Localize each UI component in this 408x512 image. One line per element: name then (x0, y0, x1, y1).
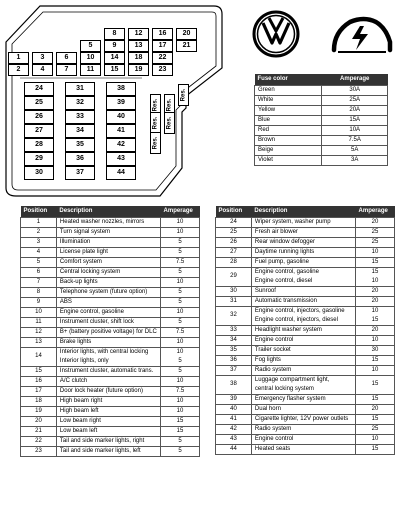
fuse-color-cell: White (255, 95, 322, 105)
amperage-cell: 5 (161, 366, 200, 376)
relay-label: Res. (166, 98, 173, 112)
table-row (216, 296, 395, 306)
position-cell: 40 (216, 404, 252, 414)
fuse-slot: 33 (65, 110, 95, 124)
table-row (21, 287, 200, 297)
fuse-table-left (20, 206, 200, 457)
position-cell: 22 (21, 436, 57, 446)
position-cell: 4 (21, 247, 57, 257)
position-cell: 17 (21, 386, 57, 396)
description-cell: License plate light (56, 247, 160, 257)
amperage-cell: 5 (161, 297, 200, 307)
table-row (216, 365, 395, 375)
table-row (21, 317, 200, 327)
description-cell: Engine control, injectors, gasoline Engine control, injectors, diesel (251, 306, 355, 325)
table-row (21, 327, 200, 337)
fuse-slot: 23 (152, 64, 173, 76)
amperage-cell: 10 (161, 406, 200, 416)
fuse-slot: 12 (128, 28, 149, 40)
table-row (216, 444, 395, 454)
relay-label: Res. (152, 98, 159, 112)
amperage-cell: 25A (322, 95, 388, 105)
fuse-slot: 3 (32, 52, 53, 64)
table-row (216, 424, 395, 434)
fuse-color-table (254, 74, 388, 166)
amperage-cell: 20 (356, 217, 395, 227)
description-cell: Daytime running lights (251, 247, 355, 257)
fuse-slot: 10 (80, 52, 101, 64)
amperage-cell: 5 (161, 436, 200, 446)
table-row (21, 396, 200, 406)
fuse-slot: 27 (24, 124, 54, 138)
table-row (216, 325, 395, 335)
description-cell: Automatic transmission (251, 296, 355, 306)
relay-slot (150, 132, 161, 154)
table-row (21, 267, 200, 277)
fuse-slot: 11 (80, 64, 101, 76)
fuse-color-cell: Blue (255, 115, 322, 125)
description-cell: A/C clutch (56, 376, 160, 386)
position-cell: 31 (216, 296, 252, 306)
description-cell: Low beam right (56, 416, 160, 426)
position-cell: 38 (216, 375, 252, 394)
table-row (21, 406, 200, 416)
description-cell: High beam right (56, 396, 160, 406)
position-cell: 13 (21, 337, 57, 347)
amperage-cell: 15 (161, 426, 200, 436)
table-row (21, 376, 200, 386)
fuse-table-right (215, 206, 395, 455)
relay-slot (150, 112, 161, 134)
table-row (21, 426, 200, 436)
table-row (255, 85, 388, 95)
fuse-slot: 20 (176, 28, 197, 40)
description-cell: Dual horn (251, 404, 355, 414)
table-row (255, 155, 388, 165)
amperage-cell: 10 (161, 337, 200, 347)
description-cell: Tail and side marker lights, right (56, 436, 160, 446)
amperage-cell: 20A (322, 105, 388, 115)
amperage-cell: 10 (356, 434, 395, 444)
fuse-color-cell: Beige (255, 145, 322, 155)
header-position: Position (21, 206, 57, 217)
description-cell: Engine control (251, 434, 355, 444)
amperage-cell: 7.5A (322, 135, 388, 145)
fuse-slot: 16 (152, 28, 173, 40)
fuse-box-diagram (0, 0, 230, 202)
amperage-cell: 5 (161, 446, 200, 456)
position-cell: 29 (216, 267, 252, 286)
fuse-slot: 40 (106, 110, 136, 124)
amperage-cell: 10 (356, 247, 395, 257)
fuse-slot: 17 (152, 40, 173, 52)
fuse-slot: 7 (56, 64, 77, 76)
description-cell: Emergency flasher system (251, 394, 355, 404)
description-cell: ABS (56, 297, 160, 307)
description-cell: Fuel pump, gasoline (251, 257, 355, 267)
table-row (21, 237, 200, 247)
fuse-slot: 31 (65, 82, 95, 96)
fuse-slot: 8 (104, 28, 125, 40)
position-cell: 28 (216, 257, 252, 267)
table-row (216, 414, 395, 424)
description-cell: Illumination (56, 237, 160, 247)
amperage-cell: 15 (356, 355, 395, 365)
fuse-slot: 32 (65, 96, 95, 110)
amperage-cell: 15 (356, 444, 395, 454)
fuse-slot: 43 (106, 152, 136, 166)
fuse-color-cell: Red (255, 125, 322, 135)
table-row (255, 115, 388, 125)
table-row (216, 306, 395, 325)
relay-slot (164, 112, 175, 134)
fuse-slot: 44 (106, 166, 136, 180)
amperage-cell: 25 (356, 237, 395, 247)
description-cell: Radio system (251, 424, 355, 434)
fuse-slot: 25 (24, 96, 54, 110)
position-cell: 11 (21, 317, 57, 327)
description-cell: Central locking system (56, 267, 160, 277)
description-cell: Engine control, gasoline Engine control, diesel (251, 267, 355, 286)
header-description: Description (251, 206, 355, 217)
amperage-cell: 20 (356, 286, 395, 296)
description-cell: Trailer socket (251, 345, 355, 355)
amperage-cell: 10A (322, 125, 388, 135)
amperage-cell: 15 (356, 394, 395, 404)
position-cell: 41 (216, 414, 252, 424)
description-cell: Instrument cluster, shift lock (56, 317, 160, 327)
amperage-cell: 15 (356, 414, 395, 424)
fuse-slot: 9 (104, 40, 125, 52)
header-description: Description (56, 206, 160, 217)
position-cell: 3 (21, 237, 57, 247)
position-cell: 44 (216, 444, 252, 454)
amperage-cell: 25 (356, 227, 395, 237)
amperage-cell: 5 (161, 267, 200, 277)
amperage-cell: 20 (356, 325, 395, 335)
relay-label: Res. (180, 88, 187, 102)
description-cell: Telephone system (future option) (56, 287, 160, 297)
fuse-slot: 5 (80, 40, 101, 52)
amperage-cell: 10 (161, 396, 200, 406)
fuse-slot: 21 (176, 40, 197, 52)
description-cell: Fog lights (251, 355, 355, 365)
amperage-cell: 15 (356, 257, 395, 267)
position-cell: 25 (216, 227, 252, 237)
position-cell: 10 (21, 307, 57, 317)
amperage-cell: 5 (161, 237, 200, 247)
description-cell: Tail and side marker lights, left (56, 446, 160, 456)
description-cell: Comfort system (56, 257, 160, 267)
amperage-cell: 30A (322, 85, 388, 95)
fuse-slot: 24 (24, 82, 54, 96)
table-row (216, 434, 395, 444)
fuse-slot: 36 (65, 152, 95, 166)
description-cell: Heated seats (251, 444, 355, 454)
table-row (21, 416, 200, 426)
table-row (216, 286, 395, 296)
position-cell: 19 (21, 406, 57, 416)
table-row (216, 237, 395, 247)
position-cell: 30 (216, 286, 252, 296)
position-cell: 5 (21, 257, 57, 267)
fuse-slot: 35 (65, 138, 95, 152)
description-cell: Engine control (251, 335, 355, 345)
table-row (216, 227, 395, 237)
fuse-slot: 18 (128, 52, 149, 64)
table-row (216, 217, 395, 227)
fuse-slot: 13 (128, 40, 149, 52)
amperage-cell: 20 (356, 296, 395, 306)
fuse-slot: 2 (8, 64, 29, 76)
position-cell: 18 (21, 396, 57, 406)
position-cell: 36 (216, 355, 252, 365)
fuse-slot: 15 (104, 64, 125, 76)
amperage-cell: 10 (161, 227, 200, 237)
description-cell: B+ (battery positive voltage) for DLC (56, 327, 160, 337)
position-cell: 1 (21, 217, 57, 227)
relay-label: Res. (152, 116, 159, 130)
description-cell: Interior lights, with central locking Interior lights, only (56, 347, 160, 366)
description-cell: Low beam left (56, 426, 160, 436)
amperage-cell: 10 (356, 365, 395, 375)
table-row (216, 335, 395, 345)
table-row (21, 386, 200, 396)
amperage-cell: 7.5 (161, 386, 200, 396)
header-fuse-color: Fuse color (255, 74, 322, 85)
fuse-slot: 26 (24, 110, 54, 124)
car-electric-icon (330, 12, 394, 60)
description-cell: Engine control, gasoline (56, 307, 160, 317)
amperage-cell: 15 (356, 375, 395, 394)
position-cell: 2 (21, 227, 57, 237)
fuse-color-cell: Green (255, 85, 322, 95)
fuse-slot: 4 (32, 64, 53, 76)
fuse-slot: 19 (128, 64, 149, 76)
position-cell: 35 (216, 345, 252, 355)
description-cell: Wiper system, washer pump (251, 217, 355, 227)
table-row (216, 394, 395, 404)
amperage-cell: 7.5 (161, 257, 200, 267)
table-row (21, 227, 200, 237)
description-cell: High beam left (56, 406, 160, 416)
fuse-slot: 42 (106, 138, 136, 152)
table-row (21, 257, 200, 267)
table-row (21, 347, 200, 366)
description-cell: Back-up lights (56, 277, 160, 287)
fuse-slot: 30 (24, 166, 54, 180)
fuse-slot: 14 (104, 52, 125, 64)
table-row (21, 307, 200, 317)
table-row (21, 217, 200, 227)
relay-label: Res. (152, 136, 159, 150)
fuse-slot: 6 (56, 52, 77, 64)
position-cell: 33 (216, 325, 252, 335)
table-row (21, 436, 200, 446)
fuse-slot: 29 (24, 152, 54, 166)
position-cell: 6 (21, 267, 57, 277)
fuse-color-cell: Violet (255, 155, 322, 165)
vw-logo (252, 10, 300, 58)
fuse-color-cell: Yellow (255, 105, 322, 115)
table-row (21, 337, 200, 347)
amperage-cell: 15A (322, 115, 388, 125)
position-cell: 32 (216, 306, 252, 325)
table-row (216, 257, 395, 267)
description-cell: Radio system (251, 365, 355, 375)
description-cell: Brake lights (56, 337, 160, 347)
position-cell: 14 (21, 347, 57, 366)
table-row (216, 404, 395, 414)
amperage-cell: 15 (161, 416, 200, 426)
amperage-cell: 30 (356, 345, 395, 355)
header-amperage: Amperage (161, 206, 200, 217)
table-row (255, 95, 388, 105)
amperage-cell: 5 (161, 247, 200, 257)
amperage-cell: 10 15 (356, 306, 395, 325)
position-cell: 26 (216, 237, 252, 247)
position-cell: 42 (216, 424, 252, 434)
table-row (255, 135, 388, 145)
position-cell: 39 (216, 394, 252, 404)
amperage-cell: 15 10 (356, 267, 395, 286)
table-row (216, 375, 395, 394)
amperage-cell: 10 (161, 376, 200, 386)
description-cell: Instrument cluster, automatic trans. (56, 366, 160, 376)
position-cell: 43 (216, 434, 252, 444)
fuse-slot: 39 (106, 96, 136, 110)
amperage-cell: 5 (161, 287, 200, 297)
position-cell: 7 (21, 277, 57, 287)
relay-slot (178, 84, 189, 106)
table-row (21, 277, 200, 287)
fuse-slot: 22 (152, 52, 173, 64)
amperage-cell: 10 (161, 217, 200, 227)
amperage-cell: 10 5 (161, 347, 200, 366)
table-row (255, 125, 388, 135)
amperage-cell: 5 (161, 317, 200, 327)
fuse-slot: 1 (8, 52, 29, 64)
amperage-cell: 7.5 (161, 327, 200, 337)
table-row (21, 297, 200, 307)
description-cell: Heated washer nozzles, mirrors (56, 217, 160, 227)
description-cell: Headlight washer system (251, 325, 355, 335)
description-cell: Rear window defogger (251, 237, 355, 247)
description-cell: Fresh air blower (251, 227, 355, 237)
relay-label: Res. (166, 116, 173, 130)
amperage-cell: 20 (356, 404, 395, 414)
description-cell: Turn signal system (56, 227, 160, 237)
table-row (216, 345, 395, 355)
fuse-color-cell: Brown (255, 135, 322, 145)
amperage-cell: 10 (161, 277, 200, 287)
position-cell: 20 (21, 416, 57, 426)
table-row (255, 145, 388, 155)
header-position: Position (216, 206, 252, 217)
position-cell: 34 (216, 335, 252, 345)
position-cell: 16 (21, 376, 57, 386)
table-row (21, 366, 200, 376)
amperage-cell: 10 (161, 307, 200, 317)
amperage-cell: 10 (356, 335, 395, 345)
amperage-cell: 25 (356, 424, 395, 434)
description-cell: Cigarette lighter, 12V power outlets (251, 414, 355, 424)
position-cell: 37 (216, 365, 252, 375)
position-cell: 12 (21, 327, 57, 337)
table-row (216, 267, 395, 286)
fuse-slot: 37 (65, 166, 95, 180)
position-cell: 24 (216, 217, 252, 227)
fuse-slot: 41 (106, 124, 136, 138)
fuse-slot: 28 (24, 138, 54, 152)
position-cell: 9 (21, 297, 57, 307)
description-cell: Sunroof (251, 286, 355, 296)
table-row (216, 355, 395, 365)
table-row (21, 247, 200, 257)
header-amperage: Amperage (356, 206, 395, 217)
position-cell: 15 (21, 366, 57, 376)
position-cell: 27 (216, 247, 252, 257)
amperage-cell: 3A (322, 155, 388, 165)
table-row (216, 247, 395, 257)
fuse-slot: 38 (106, 82, 136, 96)
table-row (21, 446, 200, 456)
amperage-cell: 5A (322, 145, 388, 155)
description-cell: Door lock heater (future option) (56, 386, 160, 396)
description-cell: Luggage compartment light, central locking system (251, 375, 355, 394)
table-row (255, 105, 388, 115)
fuse-slot: 34 (65, 124, 95, 138)
position-cell: 23 (21, 446, 57, 456)
header-amperage: Amperage (322, 74, 388, 85)
position-cell: 21 (21, 426, 57, 436)
position-cell: 8 (21, 287, 57, 297)
